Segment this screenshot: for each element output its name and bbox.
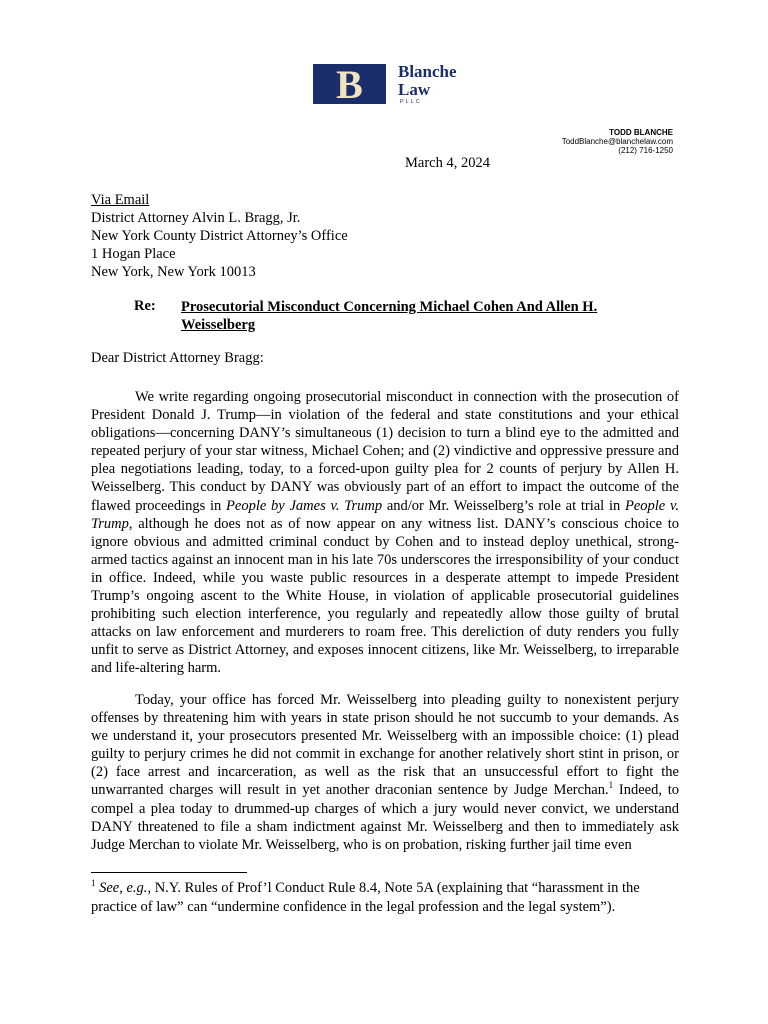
firm-name-line2: Law — [398, 80, 431, 99]
paragraph-text: Indeed, to compel a plea today to drummed-up charges of which a jury would never convict, we understand DANY threatened to file a sham indictment against Mr. Weisselberg and then to immediately ask Judge Merchan to violate Mr. Weisselberg, who is on probation, risking further jail time even — [91, 782, 679, 853]
case-name: People v. Trump — [91, 497, 679, 532]
paragraph-text: We write regarding ongoing prosecutorial misconduct in connection with the prosecution of President Donald J. Trump—in violation of the federal and state constitutions and your ethical obligations—concerning DANY’s simultaneous (1) decision to turn a blind eye to the admitted and repeated perjury of your star witness, Michael Cohen; and (2) vindictive and oppressive pressure and plea negotiations leading, today, to a forced-upon guilty plea for 2 counts of perjury by Allen H. Weisselberg. This conduct by DANY was obviously part of an effort to impact the outcome of the flawed proceedings in — [91, 389, 679, 514]
recipient-line4: New York, New York 10013 — [91, 264, 256, 280]
firm-name-line1: Blanche — [398, 62, 457, 81]
logo-letter: B — [336, 62, 363, 107]
paragraph-text: , although he does not as of now appear on any witness list. DANY’s conscious choice to ignore obvious and admitted criminal conduct by Cohen and to instead deploy unethical, strong-armed tactics against an innocent man in his late 70s underscores the irresponsibility of your conduct in office. Indeed, while you waste public resources in a desperate attempt to impede President Trump’s ongoing ascent to the White House, in violation of applicable prosecutorial guidelines prohibiting such election interference, you regularly and repeatedly allow those guilty of brutal attacks on law enforcement and murderers to roam free. This dereliction of duty renders you fully unfit to serve as District Attorney, and exposes innocent citizens, like Mr. Weisselberg, to irreparable and life-altering harm. — [91, 515, 679, 677]
footnote-text: , N.Y. Rules of Prof’l Conduct Rule 8.4, Note 5A (explaining that “harassment in the practice of law” can “undermine confidence in the legal profession and the legal system”). — [91, 880, 640, 915]
sender-email: ToddBlanche@blanchelaw.com — [561, 137, 673, 146]
delivery-method: Via Email — [91, 192, 150, 208]
body-paragraph-2 — [91, 691, 679, 854]
sender-phone: (212) 716-1250 — [618, 146, 673, 155]
re-label: Re: — [134, 298, 156, 314]
footnote-reference: 1 — [608, 780, 614, 791]
re-subject: Prosecutorial Misconduct Concerning Michael Cohen And Allen H. Weisselberg — [181, 299, 598, 333]
sender-name: TODD BLANCHE — [609, 128, 673, 137]
footnote-number: 1 — [91, 878, 96, 889]
salutation: Dear District Attorney Bragg: — [91, 350, 264, 366]
recipient-line2: New York County District Attorney’s Office — [91, 228, 348, 244]
footnote — [91, 879, 679, 916]
recipient-line3: 1 Hogan Place — [91, 246, 176, 262]
paragraph-text: Today, your office has forced Mr. Weisselberg into pleading guilty to nonexistent perjury offenses by threatening him with years in state prison should he not succumb to your demands. As we understand it, your prosecutors presented Mr. Weisselberg with an impossible choice: (1) plead guilty to perjury crimes he did not commit in exchange for another relatively short stint in prison, or (2) face arrest and incarceration, as well as the risk that an unsuccessful effort to fight the unwarranted charges will result in yet another draconian sentence by Judge Merchan. — [91, 692, 679, 799]
footnote-divider — [91, 872, 247, 873]
case-name: People by James v. Trump — [226, 497, 383, 514]
footnote-signal: See, e.g. — [99, 880, 148, 896]
firm-suffix: PLLC — [400, 99, 422, 105]
letter-date: March 4, 2024 — [405, 155, 490, 171]
body-paragraph-1 — [91, 388, 679, 678]
paragraph-text: and/or Mr. Weisselberg’s role at trial in — [382, 497, 625, 514]
recipient-line1: District Attorney Alvin L. Bragg, Jr. — [91, 210, 301, 226]
